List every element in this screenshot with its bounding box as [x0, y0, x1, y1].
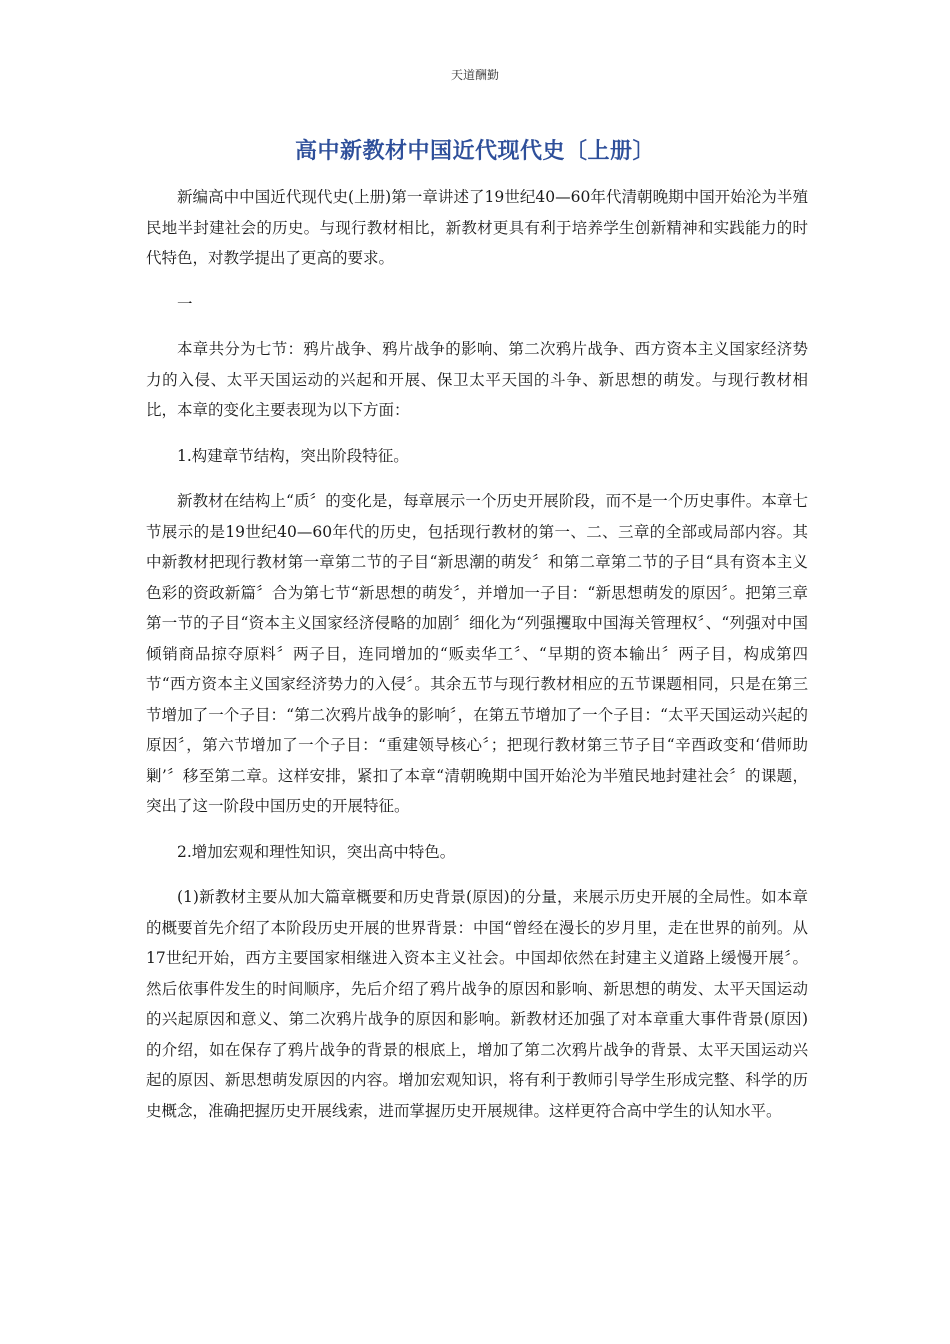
paragraph-chapter-overview: 本章共分为七节：鸦片战争、鸦片战争的影响、第二次鸦片战争、西方资本主义国家经济势力的入侵、太平天国运动的兴起和开展、保卫太平天国的斗争、新思想的萌发。与现行教材相比，本章的变化主要表现为以下方面： — [146, 340, 808, 419]
point-heading-2: 2.增加宏观和理性知识，突出高中特色。 — [177, 842, 456, 861]
section-marker: 一 — [177, 294, 193, 313]
page-header: 天道酬勤 — [450, 68, 499, 82]
point-heading-1: 1.构建章节结构，突出阶段特征。 — [177, 446, 409, 465]
paragraph-structure: 新教材在结构上“质〞的变化是，每章展示一个历史开展阶段，而不是一个历史事件。本章七节展示的是19世纪40—60年代的历史，包括现行教材的第一、二、三章的全部或局部内容。其中新教材把现行教材第一章第二节的子目“新思潮的萌发〞和第二章第二节的子目“具有资本主义色彩的资政新篇〞合为第七节“新思想的萌发〞，并增加一子目：“新思想萌发的原因〞。把第三章第一节的子目“资本主义国家经济侵略的加剧〞细化为“列强攫取中国海关管理权〞、“列强对中国倾销商品掠夺原料〞两子目，连同增加的“贩卖华工〞、“早期的资本输出〞两子目，构成第四节“西方资本主义国家经济势力的入侵〞。其余五节与现行教材相应的五节课题相同，只是在第三节增加了一个子目：“第二次鸦片战争的影响〞，在第五节增加了一个子目：“太平天国运动兴起的原因〞，第六节增加了一个子目：“重建领导核心〞；把现行教材第三节子目“辛酉政变和‘借师助剿’〞移至第二章。这样安排，紧扣了本章“清朝晚期中国开始沦为半殖民地封建社会〞的课题，突出了这一阶段中国历史的开展特征。 — [146, 492, 808, 815]
document-body — [146, 182, 808, 1141]
paragraph-macro-knowledge: (1)新教材主要从加大篇章概要和历史背景(原因)的分量，来展示历史开展的全局性。如本章的概要首先介绍了本阶段历史开展的世界背景：中国“曾经在漫长的岁月里，走在世界的前列。从17世纪开始，西方主要国家相继进入资本主义社会。中国却依然在封建主义道路上缓慢开展〞。然后依事件发生的时间顺序，先后介绍了鸦片战争的原因和影响、新思想的萌发、太平天国运动的兴起原因和意义、第二次鸦片战争的原因和影响。新教材还加强了对本章重大事件背景(原因)的介绍，如在保存了鸦片战争的背景的根底上，增加了第二次鸦片战争的背景、太平天国运动兴起的原因、新思想萌发原因的内容。增加宏观知识，将有利于教师引导学生形成完整、科学的历史概念，准确把握历史开展线索，进而掌握历史开展规律。这样更符合高中学生的认知水平。 — [146, 888, 808, 1120]
paragraph-intro: 新编高中中国近代现代史(上册)第一章讲述了19世纪40—60年代清朝晚期中国开始沦为半殖民地半封建社会的历史。与现行教材相比，新教材更具有利于培养学生创新精神和实践能力的时代特色，对教学提出了更高的要求。 — [146, 188, 808, 267]
document-title: 高中新教材中国近代现代史〔上册〕 — [294, 139, 655, 164]
